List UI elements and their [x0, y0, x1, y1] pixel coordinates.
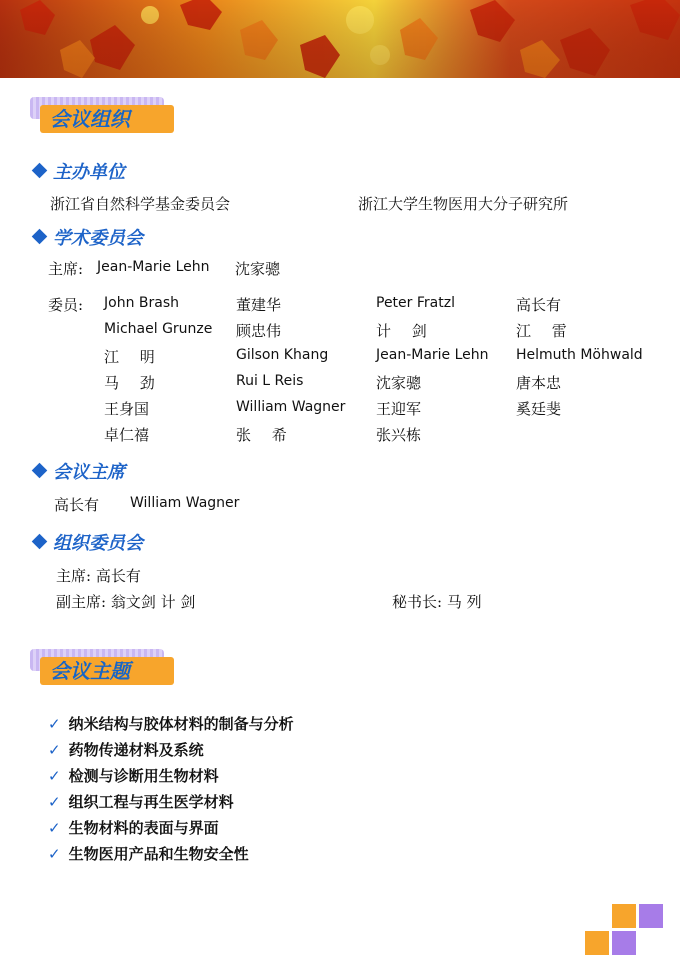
- member: 董建华: [236, 296, 282, 314]
- sponsor-2: 浙江大学生物医用大分子研究所: [358, 195, 569, 213]
- topic-item: ✓ 生物医用产品和生物安全性: [48, 845, 249, 863]
- check-icon: ✓: [48, 819, 61, 837]
- member: 王身国: [104, 400, 150, 418]
- member: John Brash: [104, 295, 179, 311]
- academic-chair-1: Jean-Marie Lehn: [97, 259, 210, 275]
- member: 奚廷斐: [516, 400, 562, 418]
- conference-chair-1: 高长有: [54, 496, 100, 514]
- section-title-topics: [30, 649, 180, 689]
- member: Gilson Khang: [236, 347, 329, 363]
- subsection-organizing: [34, 529, 143, 555]
- member: 江 明: [104, 348, 163, 366]
- subsection-conference-chair: [34, 458, 125, 484]
- diamond-icon: [32, 463, 48, 479]
- organizing-chair: 主席: 高长有: [56, 567, 141, 585]
- academic-chair-label: 主席:: [48, 260, 84, 278]
- check-icon: ✓: [48, 715, 61, 733]
- member: 沈家骢: [376, 374, 422, 392]
- member: William Wagner: [236, 399, 346, 415]
- member: 唐本忠: [516, 374, 562, 392]
- diamond-icon: [32, 534, 48, 550]
- subsection-title: 组织委员会: [53, 533, 143, 554]
- subsection-title: 主办单位: [53, 162, 125, 183]
- section-title-text: 会议组织: [40, 105, 174, 133]
- member: 王迎军: [376, 400, 422, 418]
- topic-item: ✓ 生物材料的表面与界面: [48, 819, 219, 837]
- check-icon: ✓: [48, 767, 61, 785]
- member: 马 劲: [104, 374, 163, 392]
- member: Jean-Marie Lehn: [376, 347, 489, 363]
- member: 张 希: [236, 426, 295, 444]
- members-label: 委员:: [48, 296, 84, 314]
- subsection-title: 学术委员会: [53, 228, 143, 249]
- decor-square: [585, 931, 609, 955]
- organizing-secretary: 秘书长: 马 列: [392, 593, 482, 611]
- diamond-icon: [32, 163, 48, 179]
- topic-item: ✓ 纳米结构与胶体材料的制备与分析: [48, 715, 294, 733]
- member: 江 雷: [516, 322, 575, 340]
- subsection-academic: [34, 224, 143, 250]
- topic-item: ✓ 组织工程与再生医学材料: [48, 793, 234, 811]
- member: Rui L Reis: [236, 373, 304, 389]
- member: 高长有: [516, 296, 562, 314]
- decor-square: [612, 931, 636, 955]
- decor-square: [612, 904, 636, 928]
- member: 顾忠伟: [236, 322, 282, 340]
- decor-square: [639, 904, 663, 928]
- topic-item: ✓ 检测与诊断用生物材料: [48, 767, 219, 785]
- subsection-title: 会议主席: [53, 462, 125, 483]
- member: 张兴栋: [376, 426, 422, 444]
- member: 计 剑: [376, 322, 435, 340]
- check-icon: ✓: [48, 741, 61, 759]
- check-icon: ✓: [48, 793, 61, 811]
- member: Michael Grunze: [104, 321, 213, 337]
- diamond-icon: [32, 229, 48, 245]
- section-title-organization: [30, 97, 180, 137]
- member: Helmuth Möhwald: [516, 347, 643, 363]
- section-title-text: 会议主题: [40, 657, 174, 685]
- conference-chair-2: William Wagner: [130, 495, 240, 511]
- maple-leaves-banner: [0, 0, 680, 78]
- sponsor-1: 浙江省自然科学基金委员会: [50, 195, 231, 213]
- organizing-vice-chair: 副主席: 翁文剑 计 剑: [56, 593, 196, 611]
- topic-item: ✓ 药物传递材料及系统: [48, 741, 204, 759]
- member: Peter Fratzl: [376, 295, 455, 311]
- member: 卓仁禧: [104, 426, 150, 444]
- check-icon: ✓: [48, 845, 61, 863]
- academic-chair-2: 沈家骢: [235, 260, 281, 278]
- subsection-sponsors: [34, 158, 125, 184]
